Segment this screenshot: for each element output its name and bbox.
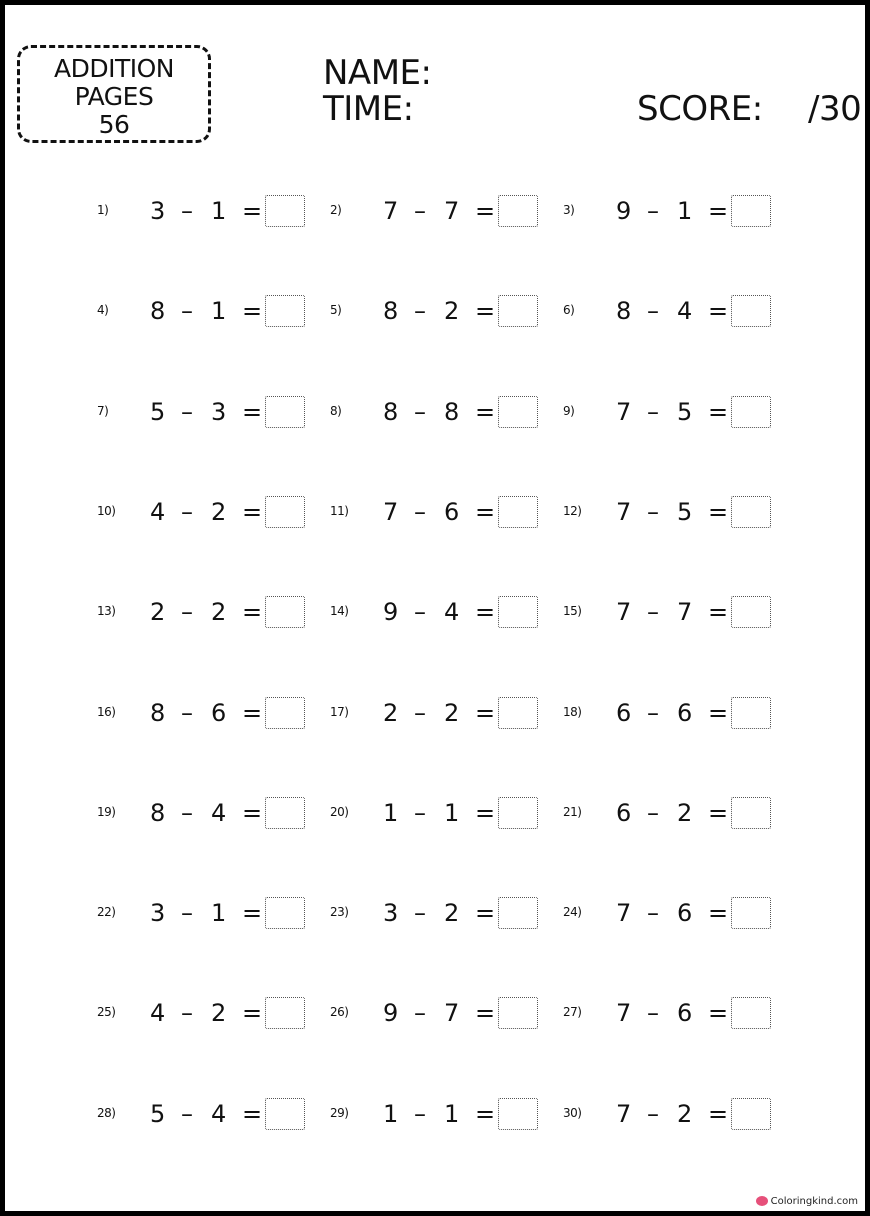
answer-box[interactable] xyxy=(731,496,771,528)
answer-box[interactable] xyxy=(265,897,305,929)
answer-box[interactable] xyxy=(265,195,305,227)
problem-item: 25) 4 – 2 = xyxy=(95,993,315,1033)
problem-item: 15) 7 – 7 = xyxy=(561,592,781,632)
problem-item: 9) 7 – 5 = xyxy=(561,392,781,432)
problem-item: 1) 3 – 1 = xyxy=(95,191,315,231)
problem-number: 27) xyxy=(563,1005,582,1019)
problem-item: 14) 9 – 4 = xyxy=(328,592,548,632)
problem-item: 2) 7 – 7 = xyxy=(328,191,548,231)
problem-item: 28) 5 – 4 = xyxy=(95,1094,315,1134)
problem-item: 29) 1 – 1 = xyxy=(328,1094,548,1134)
problem-item: 19) 8 – 4 = xyxy=(95,793,315,833)
answer-box[interactable] xyxy=(731,1098,771,1130)
problem-number: 26) xyxy=(330,1005,349,1019)
problem-number: 21) xyxy=(563,805,582,819)
answer-box[interactable] xyxy=(731,897,771,929)
answer-box[interactable] xyxy=(731,396,771,428)
answer-box[interactable] xyxy=(498,697,538,729)
problem-item: 7) 5 – 3 = xyxy=(95,392,315,432)
problem-number: 4) xyxy=(97,303,109,317)
answer-box[interactable] xyxy=(498,195,538,227)
problem-item: 20) 1 – 1 = xyxy=(328,793,548,833)
problem-number: 9) xyxy=(563,404,575,418)
answer-box[interactable] xyxy=(731,797,771,829)
problem-number: 12) xyxy=(563,504,582,518)
title-line-1: ADDITION xyxy=(54,54,174,83)
problem-number: 15) xyxy=(563,604,582,618)
problem-number: 6) xyxy=(563,303,575,317)
problem-item: 23) 3 – 2 = xyxy=(328,893,548,933)
answer-box[interactable] xyxy=(498,396,538,428)
answer-box[interactable] xyxy=(731,295,771,327)
problem-number: 16) xyxy=(97,705,116,719)
problem-item: 27) 7 – 6 = xyxy=(561,993,781,1033)
answer-box[interactable] xyxy=(498,897,538,929)
problem-number: 2) xyxy=(330,203,342,217)
answer-box[interactable] xyxy=(498,1098,538,1130)
answer-box[interactable] xyxy=(498,997,538,1029)
problem-number: 14) xyxy=(330,604,349,618)
score-label: SCORE: xyxy=(637,89,763,129)
name-label: NAME: xyxy=(323,53,432,93)
problem-item: 12) 7 – 5 = xyxy=(561,492,781,532)
problem-number: 11) xyxy=(330,504,349,518)
answer-box[interactable] xyxy=(265,1098,305,1130)
problem-number: 5) xyxy=(330,303,342,317)
problem-item: 21) 6 – 2 = xyxy=(561,793,781,833)
problem-number: 22) xyxy=(97,905,116,919)
title-line-2: PAGES xyxy=(74,82,154,111)
problem-number: 10) xyxy=(97,504,116,518)
answer-box[interactable] xyxy=(498,596,538,628)
watermark-badge xyxy=(753,1193,861,1209)
problem-number: 25) xyxy=(97,1005,116,1019)
problem-item: 18) 6 – 6 = xyxy=(561,693,781,733)
problem-number: 3) xyxy=(563,203,575,217)
problem-number: 18) xyxy=(563,705,582,719)
answer-box[interactable] xyxy=(265,596,305,628)
problem-item: 16) 8 – 6 = xyxy=(95,693,315,733)
problem-number: 29) xyxy=(330,1106,349,1120)
problem-item: 5) 8 – 2 = xyxy=(328,291,548,331)
problem-item: 13) 2 – 2 = xyxy=(95,592,315,632)
problem-number: 20) xyxy=(330,805,349,819)
worksheet-page xyxy=(5,5,865,1211)
worksheet-title-box xyxy=(17,45,211,143)
problem-item: 24) 7 – 6 = xyxy=(561,893,781,933)
score-total: /30 xyxy=(808,89,862,129)
problem-item: 22) 3 – 1 = xyxy=(95,893,315,933)
problem-number: 8) xyxy=(330,404,342,418)
answer-box[interactable] xyxy=(731,697,771,729)
answer-box[interactable] xyxy=(265,797,305,829)
answer-box[interactable] xyxy=(265,997,305,1029)
problem-item: 10) 4 – 2 = xyxy=(95,492,315,532)
answer-box[interactable] xyxy=(265,697,305,729)
problem-number: 1) xyxy=(97,203,109,217)
answer-box[interactable] xyxy=(498,295,538,327)
answer-box[interactable] xyxy=(731,997,771,1029)
problem-number: 28) xyxy=(97,1106,116,1120)
problem-number: 24) xyxy=(563,905,582,919)
answer-box[interactable] xyxy=(265,396,305,428)
problem-item: 26) 9 – 7 = xyxy=(328,993,548,1033)
problem-number: 23) xyxy=(330,905,349,919)
problem-item: 4) 8 – 1 = xyxy=(95,291,315,331)
title-line-3: 56 xyxy=(98,110,130,139)
problem-number: 13) xyxy=(97,604,116,618)
answer-box[interactable] xyxy=(731,596,771,628)
watermark-text: Coloringkind.com xyxy=(770,1195,858,1207)
coloringkind-logo-icon xyxy=(756,1196,768,1206)
problem-item: 17) 2 – 2 = xyxy=(328,693,548,733)
problem-item: 30) 7 – 2 = xyxy=(561,1094,781,1134)
answer-box[interactable] xyxy=(265,295,305,327)
problem-item: 8) 8 – 8 = xyxy=(328,392,548,432)
problem-item: 3) 9 – 1 = xyxy=(561,191,781,231)
time-label: TIME: xyxy=(323,89,414,129)
problem-item: 6) 8 – 4 = xyxy=(561,291,781,331)
problem-number: 17) xyxy=(330,705,349,719)
answer-box[interactable] xyxy=(265,496,305,528)
problem-number: 19) xyxy=(97,805,116,819)
problem-item: 11) 7 – 6 = xyxy=(328,492,548,532)
problem-number: 7) xyxy=(97,404,109,418)
answer-box[interactable] xyxy=(498,496,538,528)
answer-box[interactable] xyxy=(498,797,538,829)
problem-number: 30) xyxy=(563,1106,582,1120)
answer-box[interactable] xyxy=(731,195,771,227)
